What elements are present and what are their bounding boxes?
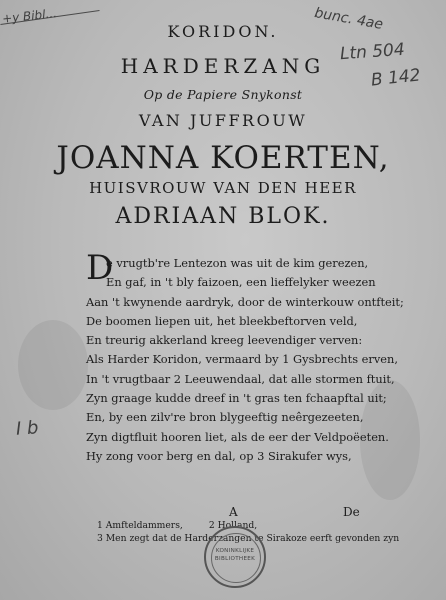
handwritten-shelfmark-1: bunc. 4ae — [313, 5, 385, 33]
poem-line: En, by een zilv're bron blygeeftig neêrgezeeten, — [86, 410, 364, 425]
poem-line: Aan 't kwynende aardryk, door de winterkouw ontfteit; — [86, 294, 404, 309]
author-name: JOANNA KOERTEN, — [56, 140, 390, 176]
stamp-line-2: BIBLIOTHEEK — [214, 556, 256, 562]
husband-name: ADRIAAN BLOK. — [115, 204, 331, 229]
poem-line: Hy zong voor berg en dal, op 3 Sirakufer wys, — [86, 448, 352, 463]
title-subtitle: Op de Papiere Snykonst — [143, 87, 303, 102]
title-genre: HARDERZANG — [120, 54, 326, 78]
footnote-2: 2 Holland, — [208, 520, 258, 531]
footnote-1: 1 Amfteldammers, — [97, 520, 183, 531]
handwritten-margin-note: I b — [15, 417, 40, 440]
handwritten-note-top-left: +y Bibl... — [1, 6, 58, 26]
stamp-line-1: KONINKLIJKE — [215, 548, 255, 554]
paper-stain — [18, 320, 88, 410]
title-van: VAN JUFFROUW — [138, 111, 308, 130]
poem-line: Zyn digtfluit hooren liet, als de eer der Veldpoëeten. — [86, 429, 389, 444]
poem-line: En treurig akkerland kreeg leevendiger verven: — [86, 333, 363, 348]
poem-line: En gaf, in 't bly faizoen, een lieffelyker weezen — [106, 275, 376, 290]
catchword: De — [343, 505, 360, 519]
handwritten-shelfmark-2: Ltn 504 — [339, 39, 406, 65]
poem-body — [86, 254, 404, 466]
handwritten-shelfmark-3: B 142 — [370, 65, 422, 91]
poem-line: Zyn graage kudde dreef in 't gras ten fchaapftal uit; — [86, 391, 387, 406]
footnote-3: 3 Men zegt dat de Harderzangen te Sirakoze eerft gevonden zyn — [97, 532, 400, 544]
drop-cap: D — [86, 248, 114, 288]
library-stamp — [204, 526, 266, 588]
poem-line: Als Harder Koridon, vermaard by 1 Gysbrechts erven, — [86, 352, 398, 367]
poem-line: e vrugtb're Lentezon was uit de kim gerezen, — [106, 256, 369, 270]
title-name: KORIDON. — [167, 22, 279, 41]
poem-line: De boomen liepen uit, het bleekbeftorven veld, — [86, 313, 358, 328]
signature-mark: A — [229, 505, 238, 519]
author-spouse-line: HUISVROUW VAN DEN HEER — [89, 179, 357, 197]
poem-line: In 't vrugtbaar 2 Leeuwendaal, dat alle stormen ftuit, — [86, 371, 395, 386]
